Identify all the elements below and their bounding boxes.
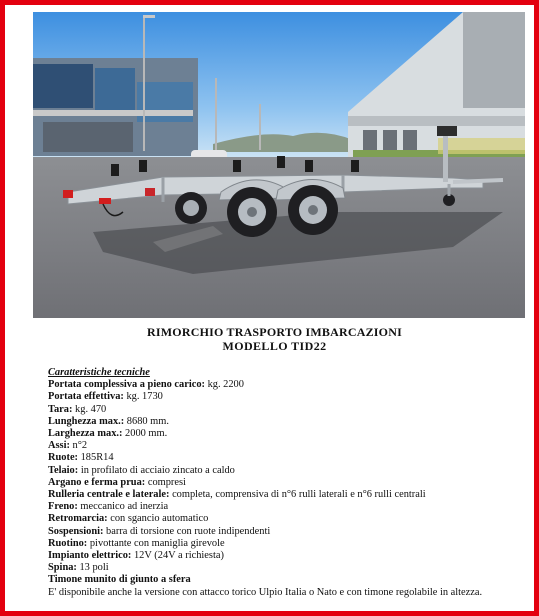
spec-row (48, 440, 528, 452)
spec-label: Tara: (48, 403, 73, 415)
spec-value: n°2 (69, 440, 88, 452)
spec-value: kg. 470 (72, 403, 107, 415)
technical-specs (48, 367, 528, 599)
spec-row (48, 526, 528, 538)
spec-row (48, 477, 528, 489)
spec-value: pivottante con maniglia girevole (87, 537, 225, 549)
spec-row (48, 452, 528, 464)
spec-value: completa, comprensiva di n°6 rulli laterali e n°6 rulli centrali (169, 489, 426, 501)
spec-label: Assi: (48, 440, 70, 452)
spec-row (48, 465, 528, 477)
spec-label: Ruotino: (48, 537, 88, 549)
spec-label: Retromarcia: (48, 513, 108, 525)
spec-label: Freno: (48, 501, 78, 513)
title-block (5, 325, 539, 353)
spec-value: in profilato di acciaio zincato a caldo (78, 464, 235, 476)
spec-label: Lunghezza max.: (48, 415, 125, 427)
spec-label: Portata complessiva a pieno carico: (48, 379, 205, 391)
trailer-photo (33, 12, 525, 318)
spec-row (48, 404, 528, 416)
spec-label: Larghezza max.: (48, 428, 123, 440)
spec-label: Portata effettiva: (48, 391, 124, 403)
spec-label: Telaio: (48, 464, 79, 476)
spec-label: Rulleria centrale e laterale: (48, 489, 170, 501)
spec-value: 12V (24V a richiesta) (131, 550, 224, 562)
spec-value: compresi (145, 476, 186, 488)
spec-row (48, 574, 528, 586)
spec-row (48, 391, 528, 403)
spec-row (48, 538, 528, 550)
spec-label: Timone munito di giunto a sfera (48, 574, 191, 586)
spec-value: 185R14 (78, 452, 114, 464)
spec-row (48, 501, 528, 513)
spec-label: Argano e ferma prua: (48, 476, 146, 488)
spec-value: meccanico ad inerzia (77, 501, 169, 513)
page-title: RIMORCHIO TRASPORTO IMBARCAZIONI (147, 325, 402, 339)
spec-row (48, 489, 528, 501)
spec-value: kg. 2200 (204, 379, 244, 391)
spec-label: Impianto elettrico: (48, 550, 132, 562)
spec-row (48, 562, 528, 574)
spec-row (48, 416, 528, 428)
trailer-photo-illustration (33, 12, 525, 318)
spec-label: Ruote: (48, 452, 79, 464)
spec-value: barra di torsione con ruote indipendenti (103, 525, 271, 537)
spec-value: E' disponibile anche la versione con attacco torico Ulpio Italia o Nato e con timone regolabile in altezza. (48, 586, 483, 598)
spec-row (48, 550, 528, 562)
spec-row (48, 379, 528, 391)
spec-value: 13 poli (76, 562, 109, 574)
model-subtitle: MODELLO TID22 (222, 339, 327, 353)
spec-note (48, 587, 528, 599)
spec-row (48, 513, 528, 525)
spec-value: 8680 mm. (124, 415, 169, 427)
spec-label: Sospensioni: (48, 525, 104, 537)
spec-row (48, 428, 528, 440)
spec-label: Spina: (48, 562, 77, 574)
spec-value: kg. 1730 (123, 391, 163, 403)
spec-value: con sgancio automatico (107, 513, 209, 525)
specs-heading: Caratteristiche tecniche (48, 367, 150, 378)
spec-value: 2000 mm. (122, 428, 168, 440)
